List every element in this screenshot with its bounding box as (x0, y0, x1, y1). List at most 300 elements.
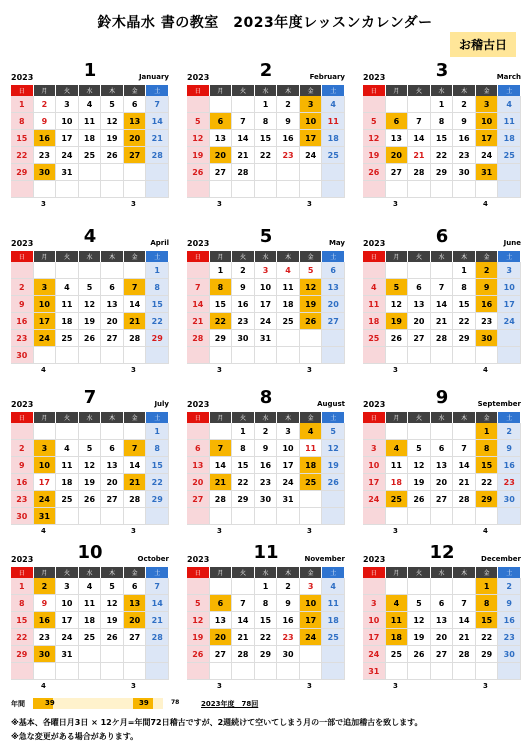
month-1 (11, 60, 169, 213)
day-cell: 21 (124, 313, 147, 330)
weekday-label: 月 (34, 412, 57, 423)
day-cell: 31 (476, 164, 499, 181)
empty-cell (300, 330, 323, 347)
day-cell: 21 (210, 474, 233, 491)
weekday-label: 水 (431, 251, 454, 262)
day-cell: 15 (255, 612, 278, 629)
weekday-label: 火 (56, 85, 79, 96)
day-cell: 28 (146, 147, 169, 164)
weekday-label: 金 (300, 567, 323, 578)
empty-cell (232, 508, 255, 525)
day-cell: 12 (79, 296, 102, 313)
weekday-label: 火 (232, 251, 255, 262)
weekday-header (11, 251, 169, 262)
day-cell: 2 (277, 96, 300, 113)
weekday-label: 土 (146, 567, 169, 578)
weekday-header (363, 412, 521, 423)
day-cell: 11 (386, 457, 409, 474)
empty-cell (34, 423, 57, 440)
empty-cell (34, 181, 57, 198)
day-cell: 18 (300, 457, 323, 474)
day-cell: 20 (431, 629, 454, 646)
weekday-label: 火 (56, 567, 79, 578)
day-cell: 29 (210, 330, 233, 347)
day-cell: 29 (232, 491, 255, 508)
month-number: 10 (77, 542, 103, 563)
empty-cell (124, 262, 147, 279)
weekday-label: 土 (322, 567, 345, 578)
month-header (11, 60, 169, 85)
month-name: July (154, 400, 169, 408)
empty-cell (56, 347, 79, 364)
day-cell: 12 (101, 595, 124, 612)
day-cell: 7 (187, 279, 210, 296)
day-cell: 22 (431, 147, 454, 164)
month-header (187, 387, 345, 412)
day-cell: 28 (431, 330, 454, 347)
empty-cell (363, 508, 386, 525)
empty-cell (363, 423, 386, 440)
empty-cell (34, 347, 57, 364)
empty-cell (498, 347, 521, 364)
month-header (187, 542, 345, 567)
day-cell: 31 (56, 646, 79, 663)
day-cell: 3 (498, 262, 521, 279)
day-cell: 19 (386, 313, 409, 330)
day-cell: 25 (56, 330, 79, 347)
weekday-label: 火 (56, 251, 79, 262)
day-cell: 14 (124, 457, 147, 474)
day-cell: 30 (277, 646, 300, 663)
day-cell: 22 (210, 313, 233, 330)
weekday-label: 金 (124, 567, 147, 578)
day-cell: 5 (300, 262, 323, 279)
day-grid (363, 578, 521, 680)
day-cell: 14 (431, 296, 454, 313)
day-cell: 1 (255, 96, 278, 113)
day-cell: 15 (255, 130, 278, 147)
empty-cell (210, 578, 233, 595)
day-cell: 11 (322, 113, 345, 130)
empty-cell (363, 262, 386, 279)
empty-cell (101, 423, 124, 440)
empty-cell (255, 181, 278, 198)
empty-cell (101, 262, 124, 279)
lesson-count-a: 3 (393, 200, 398, 208)
weekday-label: 月 (34, 85, 57, 96)
empty-cell (101, 646, 124, 663)
month-header (187, 226, 345, 251)
day-cell: 30 (11, 508, 34, 525)
month-number: 1 (83, 60, 97, 81)
day-cell: 26 (187, 164, 210, 181)
day-cell: 18 (79, 130, 102, 147)
day-cell: 15 (146, 457, 169, 474)
weekday-label: 日 (11, 251, 34, 262)
day-cell: 13 (431, 612, 454, 629)
empty-cell (453, 181, 476, 198)
day-cell: 11 (277, 279, 300, 296)
weekday-header (363, 85, 521, 96)
empty-cell (431, 663, 454, 680)
weekday-label: 火 (56, 412, 79, 423)
day-cell: 7 (232, 113, 255, 130)
month-header (363, 60, 521, 85)
day-cell: 17 (300, 612, 323, 629)
weekday-label: 木 (453, 412, 476, 423)
day-cell: 27 (431, 491, 454, 508)
day-cell: 25 (386, 491, 409, 508)
day-cell: 4 (79, 96, 102, 113)
day-cell: 13 (101, 296, 124, 313)
day-cell: 25 (79, 147, 102, 164)
month-year: 2023 (11, 400, 34, 409)
day-cell: 19 (408, 474, 431, 491)
day-cell: 2 (11, 279, 34, 296)
month-12 (363, 542, 521, 695)
weekday-label: 月 (210, 85, 233, 96)
day-cell: 16 (11, 474, 34, 491)
day-cell: 24 (255, 313, 278, 330)
day-cell: 4 (322, 578, 345, 595)
day-cell: 17 (476, 130, 499, 147)
empty-cell (187, 508, 210, 525)
weekday-label: 土 (146, 251, 169, 262)
weekday-label: 日 (187, 251, 210, 262)
day-cell: 7 (210, 440, 233, 457)
empty-cell (277, 330, 300, 347)
day-cell: 13 (187, 457, 210, 474)
empty-cell (363, 578, 386, 595)
day-cell: 14 (124, 296, 147, 313)
day-cell: 26 (408, 491, 431, 508)
day-cell: 25 (300, 474, 323, 491)
lesson-counts (363, 198, 521, 210)
empty-cell (56, 262, 79, 279)
day-cell: 27 (210, 646, 233, 663)
empty-cell (476, 181, 499, 198)
lesson-count-a: 4 (41, 527, 46, 535)
day-grid (187, 578, 345, 680)
lesson-counts (11, 198, 169, 210)
day-cell: 17 (363, 629, 386, 646)
day-cell: 8 (476, 595, 499, 612)
day-cell: 16 (255, 457, 278, 474)
month-name: October (137, 555, 169, 563)
lesson-counts (187, 680, 345, 692)
day-cell: 1 (476, 578, 499, 595)
month-year: 2023 (187, 239, 210, 248)
day-cell: 25 (322, 629, 345, 646)
empty-cell (453, 347, 476, 364)
month-name: August (317, 400, 345, 408)
summary-year-total: 2023年度 78回 (201, 700, 259, 708)
weekday-header (187, 567, 345, 578)
day-cell: 14 (146, 113, 169, 130)
day-cell: 27 (101, 330, 124, 347)
empty-cell (431, 508, 454, 525)
day-cell: 22 (232, 474, 255, 491)
day-cell: 1 (11, 578, 34, 595)
empty-cell (187, 663, 210, 680)
day-cell: 23 (476, 313, 499, 330)
day-cell: 21 (431, 313, 454, 330)
day-cell: 27 (101, 491, 124, 508)
day-cell: 25 (56, 491, 79, 508)
month-year: 2023 (11, 239, 34, 248)
day-cell: 30 (255, 491, 278, 508)
day-cell: 12 (386, 296, 409, 313)
day-cell: 31 (56, 164, 79, 181)
month-7 (11, 387, 169, 540)
day-cell: 21 (124, 474, 147, 491)
empty-cell (146, 663, 169, 680)
day-cell: 24 (300, 629, 323, 646)
month-6 (363, 226, 521, 379)
day-cell: 29 (11, 646, 34, 663)
day-cell: 28 (408, 164, 431, 181)
lesson-count-b: 4 (483, 527, 488, 535)
empty-cell (146, 646, 169, 663)
empty-cell (146, 347, 169, 364)
day-cell: 23 (11, 330, 34, 347)
day-cell: 23 (277, 147, 300, 164)
month-year: 2023 (363, 73, 386, 82)
weekday-label: 水 (79, 251, 102, 262)
day-cell: 4 (386, 595, 409, 612)
empty-cell (79, 646, 102, 663)
day-cell: 18 (56, 313, 79, 330)
day-cell: 19 (101, 612, 124, 629)
day-cell: 7 (431, 279, 454, 296)
day-cell: 20 (431, 474, 454, 491)
empty-cell (476, 663, 499, 680)
day-cell: 11 (363, 296, 386, 313)
day-cell: 19 (79, 313, 102, 330)
day-cell: 10 (56, 113, 79, 130)
empty-cell (124, 347, 147, 364)
summary-count-b: 39 (139, 699, 149, 707)
day-cell: 25 (322, 147, 345, 164)
day-cell: 17 (255, 296, 278, 313)
empty-cell (124, 508, 147, 525)
empty-cell (386, 578, 409, 595)
day-cell: 22 (146, 474, 169, 491)
day-cell: 17 (56, 130, 79, 147)
weekday-label: 木 (453, 85, 476, 96)
month-9 (363, 387, 521, 540)
empty-cell (210, 423, 233, 440)
day-grid (11, 423, 169, 525)
day-cell: 10 (56, 595, 79, 612)
day-cell: 18 (386, 629, 409, 646)
day-cell: 24 (498, 313, 521, 330)
day-cell: 7 (453, 595, 476, 612)
day-cell: 1 (453, 262, 476, 279)
month-name: May (328, 239, 345, 247)
empty-cell (255, 663, 278, 680)
lesson-count-a: 3 (217, 682, 222, 690)
weekday-label: 水 (431, 85, 454, 96)
lesson-day-legend: お稽古日 (450, 32, 516, 57)
day-cell: 9 (34, 113, 57, 130)
note-1: ※基本、各曜日月3日 × 12ケ月=年間72日稽古ですが、2週続けて空いてしまう月の一部で追加稽古を致します。 (11, 718, 423, 727)
day-cell: 18 (363, 313, 386, 330)
empty-cell (322, 646, 345, 663)
weekday-header (363, 567, 521, 578)
empty-cell (431, 423, 454, 440)
month-3 (363, 60, 521, 213)
weekday-label: 日 (11, 85, 34, 96)
day-cell: 3 (56, 578, 79, 595)
empty-cell (431, 578, 454, 595)
day-cell: 9 (498, 595, 521, 612)
empty-cell (408, 508, 431, 525)
day-cell: 10 (34, 296, 57, 313)
day-cell: 29 (431, 164, 454, 181)
lesson-counts (363, 525, 521, 537)
day-cell: 24 (300, 147, 323, 164)
weekday-label: 月 (386, 251, 409, 262)
day-cell: 2 (255, 423, 278, 440)
day-cell: 20 (386, 147, 409, 164)
day-cell: 5 (187, 595, 210, 612)
day-cell: 29 (476, 646, 499, 663)
day-cell: 12 (187, 130, 210, 147)
lesson-count-b: 3 (307, 366, 312, 374)
empty-cell (187, 96, 210, 113)
weekday-label: 月 (34, 567, 57, 578)
day-cell: 21 (453, 629, 476, 646)
month-year: 2023 (187, 555, 210, 564)
empty-cell (255, 164, 278, 181)
day-cell: 5 (363, 113, 386, 130)
day-cell: 1 (431, 96, 454, 113)
day-cell: 14 (146, 595, 169, 612)
month-year: 2023 (187, 400, 210, 409)
day-cell: 6 (124, 578, 147, 595)
empty-cell (34, 663, 57, 680)
day-cell: 15 (232, 457, 255, 474)
day-cell: 1 (232, 423, 255, 440)
empty-cell (56, 508, 79, 525)
empty-cell (210, 181, 233, 198)
month-number: 8 (259, 387, 273, 408)
day-grid (187, 423, 345, 525)
weekday-label: 水 (255, 567, 278, 578)
weekday-label: 水 (255, 85, 278, 96)
day-cell: 22 (255, 147, 278, 164)
day-cell: 8 (146, 440, 169, 457)
empty-cell (277, 164, 300, 181)
day-cell: 27 (187, 491, 210, 508)
day-cell: 18 (79, 612, 102, 629)
empty-cell (56, 181, 79, 198)
day-cell: 1 (210, 262, 233, 279)
day-grid (11, 262, 169, 364)
month-number: 12 (429, 542, 455, 563)
empty-cell (386, 508, 409, 525)
empty-cell (300, 164, 323, 181)
empty-cell (124, 646, 147, 663)
day-cell: 21 (187, 313, 210, 330)
day-cell: 24 (56, 629, 79, 646)
empty-cell (363, 96, 386, 113)
empty-cell (386, 347, 409, 364)
lesson-count-a: 4 (41, 682, 46, 690)
day-cell: 30 (232, 330, 255, 347)
day-cell: 28 (232, 164, 255, 181)
day-cell: 19 (408, 629, 431, 646)
weekday-label: 木 (101, 567, 124, 578)
empty-cell (79, 164, 102, 181)
lesson-count-b: 4 (483, 200, 488, 208)
day-cell: 2 (34, 578, 57, 595)
lesson-counts (363, 364, 521, 376)
lesson-count-a: 3 (393, 527, 398, 535)
empty-cell (300, 663, 323, 680)
day-cell: 14 (232, 612, 255, 629)
day-cell: 10 (255, 279, 278, 296)
day-cell: 29 (476, 491, 499, 508)
day-cell: 23 (255, 474, 278, 491)
empty-cell (210, 96, 233, 113)
day-cell: 12 (101, 113, 124, 130)
day-cell: 28 (453, 646, 476, 663)
empty-cell (408, 423, 431, 440)
weekday-label: 火 (408, 567, 431, 578)
day-cell: 4 (322, 96, 345, 113)
day-cell: 26 (101, 147, 124, 164)
empty-cell (124, 423, 147, 440)
month-number: 5 (259, 226, 273, 247)
day-cell: 1 (476, 423, 499, 440)
weekday-label: 月 (210, 567, 233, 578)
day-cell: 14 (453, 457, 476, 474)
day-cell: 19 (79, 474, 102, 491)
empty-cell (255, 347, 278, 364)
day-cell: 1 (11, 96, 34, 113)
empty-cell (453, 578, 476, 595)
month-year: 2023 (363, 400, 386, 409)
month-11 (187, 542, 345, 695)
month-name: September (477, 400, 521, 408)
day-cell: 4 (386, 440, 409, 457)
month-name: December (481, 555, 521, 563)
summary-label: 年間 (11, 700, 25, 708)
day-cell: 16 (232, 296, 255, 313)
day-cell: 11 (56, 457, 79, 474)
day-cell: 30 (498, 491, 521, 508)
day-cell: 6 (386, 113, 409, 130)
day-cell: 28 (124, 491, 147, 508)
day-cell: 20 (210, 629, 233, 646)
day-cell: 3 (34, 440, 57, 457)
day-cell: 13 (431, 457, 454, 474)
day-cell: 24 (34, 491, 57, 508)
lesson-counts (187, 364, 345, 376)
day-cell: 23 (498, 474, 521, 491)
day-cell: 5 (101, 578, 124, 595)
weekday-header (187, 251, 345, 262)
weekday-label: 月 (386, 412, 409, 423)
day-cell: 8 (210, 279, 233, 296)
note-2: ※急な変更がある場合があります。 (11, 732, 139, 741)
day-cell: 23 (453, 147, 476, 164)
month-number: 9 (435, 387, 449, 408)
empty-cell (322, 164, 345, 181)
weekday-label: 金 (300, 251, 323, 262)
